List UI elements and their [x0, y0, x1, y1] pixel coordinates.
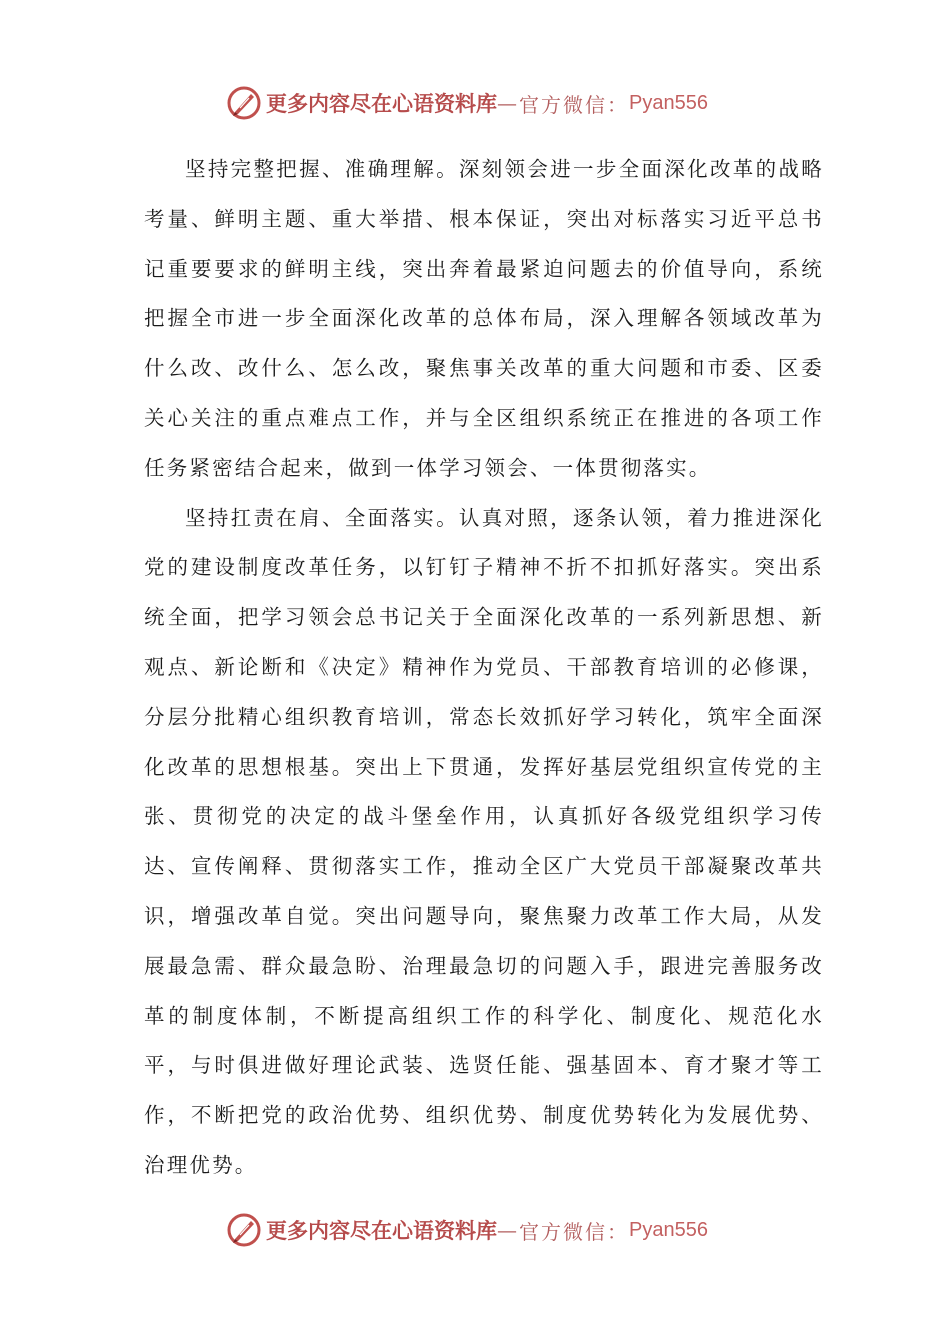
quill-pen-logo-icon	[226, 85, 262, 121]
banner-title: 更多内容尽在心语资料库	[266, 1218, 497, 1243]
banner-wechat-label: 官方微信：	[519, 92, 629, 117]
banner-wechat-label: 官方微信：	[519, 1219, 629, 1244]
footer-banner	[226, 1210, 746, 1250]
banner-wechat-id: Pyan556	[629, 1218, 708, 1241]
paragraph-1: 坚持完整把握、准确理解。深刻领会进一步全面深化改革的战略考量、鲜明主题、重大举措、根本保证，突出对标落实习近平总书记重要要求的鲜明主线，突出奔着最紧迫问题去的价值导向，系统把握全市进一步全面深化改革的总体布局，深入理解各领域改革为什么改、改什么、怎么改，聚焦事关改革的重大问题和市委、区委关心关注的重点难点工作，并与全区组织系统正在推进的各项工作任务紧密结合起来，做到一体学习领会、一体贯彻落实。	[144, 157, 824, 480]
document-body	[144, 145, 824, 1191]
banner-separator: —	[497, 1218, 519, 1242]
header-banner	[226, 83, 746, 123]
paragraph-2: 坚持扛责在肩、全面落实。认真对照，逐条认领，着力推进深化党的建设制度改革任务，以钉钉子精神不折不扣抓好落实。突出系统全面，把学习领会总书记关于全面深化改革的一系列新思想、新观点、新论断和《决定》精神作为党员、干部教育培训的必修课，分层分批精心组织教育培训，常态长效抓好学习转化，筑牢全面深化改革的思想根基。突出上下贯通，发挥好基层党组织宣传党的主张、贯彻党的决定的战斗堡垒作用，认真抓好各级党组织学习传达、宣传阐释、贯彻落实工作，推动全区广大党员干部凝聚改革共识，增强改革自觉。突出问题导向，聚焦聚力改革工作大局，从发展最急需、群众最急盼、治理最急切的问题入手，跟进完善服务改革的制度体制，不断提高组织工作的科学化、制度化、规范化水平，与时俱进做好理论武装、选贤任能、强基固本、育才聚才等工作，不断把党的政治优势、组织优势、制度优势转化为发展优势、治理优势。	[144, 505, 824, 1177]
banner-separator: —	[497, 91, 519, 115]
quill-pen-logo-icon	[226, 1212, 262, 1248]
banner-wechat-id: Pyan556	[629, 91, 708, 114]
banner-title: 更多内容尽在心语资料库	[266, 91, 497, 116]
